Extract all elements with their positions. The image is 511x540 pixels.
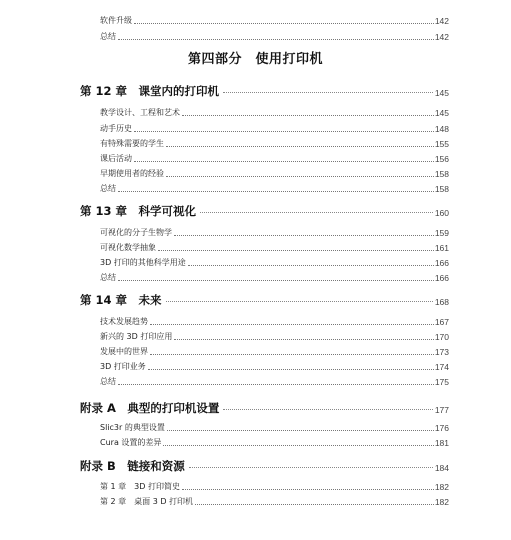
dot-leader <box>200 212 433 213</box>
dot-leader <box>166 146 434 147</box>
toc-entry-page: 145 <box>434 108 449 118</box>
toc-entry-page: 182 <box>434 482 449 492</box>
toc-entry-page: 176 <box>434 423 449 433</box>
toc-entry-page: 181 <box>434 438 449 448</box>
toc-entry-title: 可视化的分子生物学 <box>100 228 172 237</box>
toc-entry-page: 174 <box>434 362 449 372</box>
toc-entry-page: 182 <box>434 497 449 507</box>
chapter-title: 第 12 章 课堂内的打印机 <box>80 84 220 98</box>
toc-entry-title: Cura 设置的差异 <box>100 438 162 447</box>
chapter-page: 160 <box>434 208 449 218</box>
toc-entry-title: 可视化数学抽象 <box>100 243 156 252</box>
dot-leader <box>118 280 434 281</box>
dot-leader <box>118 191 434 192</box>
toc-entry <box>100 373 449 387</box>
toc-entry <box>100 358 449 372</box>
dot-leader <box>174 235 434 236</box>
toc-entry <box>100 313 449 327</box>
toc-entry <box>100 239 449 253</box>
toc-entry <box>100 343 449 357</box>
toc-entry <box>100 328 449 342</box>
chapter-page: 145 <box>434 88 449 98</box>
toc-entry-title: 发展中的世界 <box>100 347 148 356</box>
dot-leader <box>134 23 434 24</box>
chapter-heading <box>80 80 449 98</box>
toc-entry <box>100 180 449 194</box>
dot-leader <box>150 324 434 325</box>
chapter-page: 177 <box>434 405 449 415</box>
toc-entry-title: 有特殊需要的学生 <box>100 139 164 148</box>
chapter-heading <box>80 289 449 307</box>
toc-entry-page: 142 <box>434 16 449 26</box>
dot-leader <box>118 384 434 385</box>
toc-entry-page: 167 <box>434 317 449 327</box>
toc-entry-title: 动手历史 <box>100 124 132 133</box>
dot-leader <box>195 504 434 505</box>
toc-entry <box>100 493 449 507</box>
chapter-heading <box>80 397 449 415</box>
toc-entry-page: 156 <box>434 154 449 164</box>
toc-entry-page: 159 <box>434 228 449 238</box>
toc-entry-page: 166 <box>434 273 449 283</box>
dot-leader <box>223 409 432 410</box>
toc-entry-title: 教学设计、工程和艺术 <box>100 108 180 117</box>
toc-entry-title: 3D 打印业务 <box>100 362 146 371</box>
toc-entry-title: 总结 <box>100 273 116 282</box>
toc-entry <box>100 28 449 42</box>
toc-entry-page: 175 <box>434 377 449 387</box>
dot-leader <box>223 92 433 93</box>
toc-entry-title: 第 2 章 桌面 3 D 打印机 <box>100 497 194 506</box>
toc-entry-page: 158 <box>434 184 449 194</box>
dot-leader <box>182 115 434 116</box>
toc-entry-title: 总结 <box>100 32 116 41</box>
dot-leader <box>163 445 433 446</box>
toc-entry <box>100 254 449 268</box>
toc-entry <box>100 434 449 448</box>
dot-leader <box>182 489 434 490</box>
chapter-title: 附录 A 典型的打印机设置 <box>80 401 220 415</box>
toc-entry-title: 软件升级 <box>100 16 132 25</box>
toc-entry-title: 早期使用者的经验 <box>100 169 164 178</box>
toc-entry-page: 173 <box>434 347 449 357</box>
toc-entry-page: 161 <box>434 243 449 253</box>
dot-leader <box>189 467 433 468</box>
dot-leader <box>150 354 434 355</box>
toc-entry-title: 第 1 章 3D 打印简史 <box>100 482 180 491</box>
chapter-heading <box>80 200 449 218</box>
toc-entry-title: 总结 <box>100 184 116 193</box>
dot-leader <box>134 131 434 132</box>
dot-leader <box>167 430 434 431</box>
part-title: 第四部分 使用打印机 <box>187 52 323 67</box>
dot-leader <box>166 176 434 177</box>
chapter-page: 184 <box>434 463 449 473</box>
toc-entry-title: 课后活动 <box>100 154 132 163</box>
chapter-heading <box>80 455 449 473</box>
dot-leader <box>134 161 434 162</box>
toc-entry <box>100 269 449 283</box>
toc-entry <box>100 104 449 118</box>
toc-entry <box>100 419 449 433</box>
toc-entry-page: 148 <box>434 124 449 134</box>
toc-entry-page: 170 <box>434 332 449 342</box>
toc-entry-title: 技术发展趋势 <box>100 317 148 326</box>
toc-entry <box>100 224 449 238</box>
toc-entry-page: 142 <box>434 32 449 42</box>
toc-entry-title: 总结 <box>100 377 116 386</box>
toc-entry <box>100 135 449 149</box>
dot-leader <box>158 250 434 251</box>
chapter-title: 附录 B 链接和资源 <box>80 459 185 473</box>
toc-entry <box>100 150 449 164</box>
chapter-page: 168 <box>434 297 449 307</box>
dot-leader <box>174 339 433 340</box>
dot-leader <box>148 369 434 370</box>
dot-leader <box>188 265 434 266</box>
toc-entry-title: 新兴的 3D 打印应用 <box>100 332 173 341</box>
chapter-title: 第 13 章 科学可视化 <box>80 204 197 218</box>
toc-entry-page: 158 <box>434 169 449 179</box>
toc-entry <box>100 478 449 492</box>
toc-entry-page: 166 <box>434 258 449 268</box>
toc-entry-page: 155 <box>434 139 449 149</box>
chapter-title: 第 14 章 未来 <box>80 293 162 307</box>
toc-entry <box>100 12 449 26</box>
toc-entry-title: Slic3r 的典型设置 <box>100 423 165 432</box>
toc-entry <box>100 120 449 134</box>
dot-leader <box>166 301 433 302</box>
toc-entry <box>100 165 449 179</box>
dot-leader <box>118 39 434 40</box>
toc-entry-title: 3D 打印的其他科学用途 <box>100 258 186 267</box>
